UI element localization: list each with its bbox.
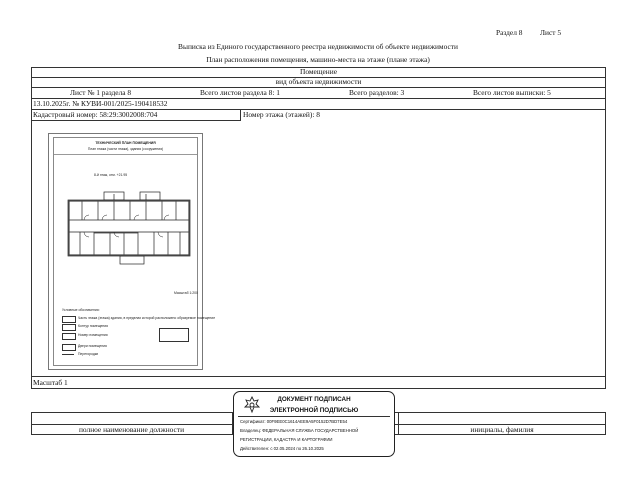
plan-legend-3: Номер помещения bbox=[78, 333, 108, 337]
floor-plan-image bbox=[48, 133, 216, 370]
object-type-caption: вид объекта недвижимости bbox=[275, 77, 362, 86]
stamp-owner-1: Владелец: ФЕДЕРАЛЬНАЯ СЛУЖБА ГОСУДАРСТВЕННОЙ bbox=[240, 428, 359, 433]
plan-scale: Масштаб 1:200 bbox=[174, 291, 198, 295]
plan-legend-1: Часть этажа (этажа) здания, в пределах которой расположено образуемое помещение bbox=[78, 316, 216, 320]
position-caption: полное наименование должности bbox=[78, 425, 185, 434]
sheet-label: Лист 5 bbox=[540, 28, 562, 37]
total-sheets-extract: Всего листов выписки: 5 bbox=[473, 88, 551, 97]
scale-label: Масштаб 1 bbox=[33, 378, 68, 387]
plan-legend-label: Условные обозначения: bbox=[62, 308, 100, 312]
floor-number: Номер этажа (этажей): 8 bbox=[243, 110, 320, 119]
floor-plan-drawing bbox=[64, 190, 196, 270]
initials-caption: инициалы, фамилия bbox=[470, 425, 534, 434]
document-title: Выписка из Единого государственного реестра недвижимости об объекте недвижимости bbox=[178, 42, 458, 51]
stamp-owner-2: РЕГИСТРАЦИИ, КАДАСТРА И КАРТОГРАФИИ bbox=[240, 437, 333, 442]
object-type: Помещение bbox=[299, 67, 337, 76]
stamp-title-1: ДОКУМЕНТ ПОДПИСАН bbox=[277, 396, 351, 403]
document-subtitle: План расположения помещения, машино-места на этаже (плане этажа) bbox=[206, 55, 430, 64]
plan-subtitle: План этажа (части этажа), здания (сооружения) bbox=[87, 147, 164, 151]
plan-title: ТЕХНИЧЕСКИЙ ПЛАН ПОМЕЩЕНИЯ bbox=[95, 141, 156, 145]
plan-legend-5: Перегородки bbox=[78, 352, 99, 356]
section-label: Раздел 8 bbox=[496, 28, 523, 37]
electronic-signature-stamp bbox=[233, 391, 395, 457]
stamp-validity: Действителен: с 02.05.2024 по 26.10.2025 bbox=[240, 446, 324, 451]
sheet-number: Лист № 1 раздела 8 bbox=[70, 88, 132, 97]
plan-legend-4: Двери помещения bbox=[78, 344, 107, 348]
stamp-certificate: Сертификат: 00F9EE0C1614AEE9A5F0152D7BD7E54 bbox=[240, 419, 348, 424]
plan-floor-label: 8-й этаж, отм. +21.95 bbox=[94, 173, 128, 177]
total-sheets-section: Всего листов раздела 8: 1 bbox=[200, 88, 280, 97]
stamp-title-2: ЭЛЕКТРОННОЙ ПОДПИСЬЮ bbox=[269, 407, 359, 414]
plan-legend-2: Контур помещения bbox=[78, 324, 108, 328]
total-sections: Всего разделов: 3 bbox=[349, 88, 405, 97]
extract-date-number: 13.10.2025г. № КУВИ-001/2025-190418532 bbox=[33, 99, 168, 108]
cadastral-number: Кадастровый номер: 58:29:3002008:704 bbox=[33, 110, 158, 119]
